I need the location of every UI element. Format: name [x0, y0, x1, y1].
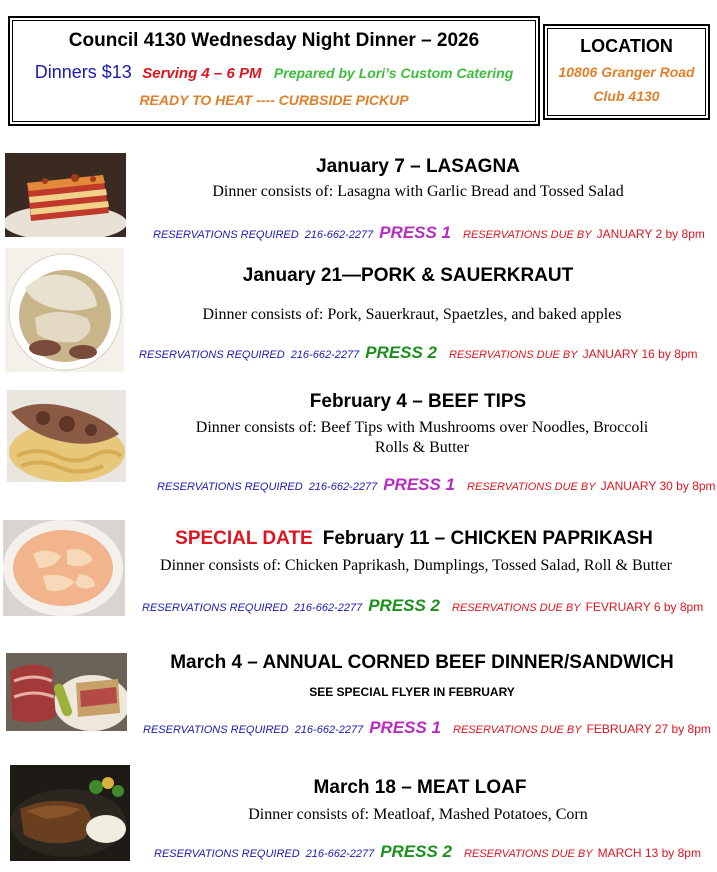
- beef-tips-photo: [7, 390, 126, 482]
- due-date: FEBRUARY 27 by 8pm: [586, 722, 711, 736]
- event-description: [122, 418, 717, 458]
- press-option: PRESS 2: [380, 842, 453, 861]
- event-title-pork-sauerkraut: January 21—PORK & SAUERKRAUT: [242, 265, 574, 286]
- reservation-line: [154, 842, 701, 862]
- reservation-line: [139, 343, 698, 363]
- corned-beef-photo: [6, 653, 127, 731]
- reservation-label: RESERVATIONS REQUIRED: [142, 602, 288, 614]
- reservation-line: [153, 223, 705, 243]
- price-text: Dinners $13: [34, 62, 132, 82]
- phone-number: 216-662-2277: [294, 724, 364, 736]
- press-option: PRESS 1: [369, 718, 442, 737]
- flyer-title: Council 4130 Wednesday Night Dinner – 2026: [68, 30, 480, 51]
- event-description-line: Dinner consists of: Beef Tips with Mushrooms over Noodles, Broccoli: [195, 419, 649, 436]
- phone-number: 216-662-2277: [304, 229, 374, 241]
- due-date: FEVRUARY 6 by 8pm: [585, 600, 704, 614]
- serving-time-text: Serving 4 – 6 PM: [142, 65, 262, 82]
- header-box: [8, 16, 540, 126]
- reservation-line: [157, 475, 716, 495]
- press-option: PRESS 2: [368, 596, 441, 615]
- location-title: LOCATION: [580, 36, 673, 56]
- location-box: [543, 24, 710, 120]
- due-date: MARCH 13 by 8pm: [597, 846, 701, 860]
- event-description-line: Rolls & Butter: [374, 439, 470, 456]
- event-title-chicken-paprikash: [130, 528, 698, 550]
- reservation-line: [143, 718, 711, 738]
- flyer-note: SEE SPECIAL FLYER IN FEBRUARY: [309, 685, 515, 699]
- event-description: Dinner consists of: Meatloaf, Mashed Potatoes, Corn: [248, 806, 588, 823]
- reservation-line: [142, 596, 703, 616]
- lasagna-photo: [5, 153, 126, 237]
- due-label: RESERVATIONS DUE BY: [453, 724, 582, 736]
- reservation-label: RESERVATIONS REQUIRED: [154, 848, 300, 860]
- press-option: PRESS 2: [365, 343, 438, 362]
- location-address: 10806 Granger Road: [558, 64, 695, 80]
- header-info-line: [10, 62, 538, 83]
- caterer-text: Prepared by Lori’s Custom Catering: [273, 65, 514, 81]
- phone-number: 216-662-2277: [293, 602, 363, 614]
- pickup-text: READY TO HEAT ---- CURBSIDE PICKUP: [139, 92, 409, 108]
- due-label: RESERVATIONS DUE BY: [463, 229, 592, 241]
- reservation-label: RESERVATIONS REQUIRED: [139, 349, 285, 361]
- due-date: JANUARY 30 by 8pm: [600, 479, 716, 493]
- due-label: RESERVATIONS DUE BY: [464, 848, 593, 860]
- event-title-meat-loaf: March 18 – MEAT LOAF: [313, 777, 527, 798]
- event-description: Dinner consists of: Lasagna with Garlic Bread and Tossed Salad: [212, 183, 624, 200]
- reservation-label: RESERVATIONS REQUIRED: [143, 724, 289, 736]
- due-label: RESERVATIONS DUE BY: [467, 481, 596, 493]
- press-option: PRESS 1: [383, 475, 456, 494]
- reservation-label: RESERVATIONS REQUIRED: [153, 229, 299, 241]
- phone-number: 216-662-2277: [290, 349, 360, 361]
- due-label: RESERVATIONS DUE BY: [449, 349, 578, 361]
- event-title-lasagna: January 7 – LASAGNA: [316, 156, 520, 177]
- event-description: Dinner consists of: Chicken Paprikash, Dumplings, Tossed Salad, Roll & Butter: [160, 557, 672, 574]
- event-title-text: February 11 – CHICKEN PAPRIKASH: [322, 528, 653, 549]
- press-option: PRESS 1: [379, 223, 452, 242]
- reservation-label: RESERVATIONS REQUIRED: [157, 481, 303, 493]
- event-description: Dinner consists of: Pork, Sauerkraut, Spaetzles, and baked apples: [202, 306, 622, 323]
- chicken-paprikash-photo: [3, 520, 125, 616]
- location-club: Club 4130: [593, 88, 660, 104]
- pork-sauerkraut-photo: [5, 248, 124, 372]
- event-title-corned-beef: March 4 – ANNUAL CORNED BEEF DINNER/SANDWICH: [170, 652, 674, 673]
- due-label: RESERVATIONS DUE BY: [452, 602, 581, 614]
- special-date-label: SPECIAL DATE: [175, 528, 313, 549]
- due-date: JANUARY 16 by 8pm: [582, 347, 698, 361]
- event-title-beef-tips: February 4 – BEEF TIPS: [309, 391, 527, 412]
- meat-loaf-photo: [10, 765, 130, 861]
- phone-number: 216-662-2277: [308, 481, 378, 493]
- due-date: JANUARY 2 by 8pm: [596, 227, 705, 241]
- phone-number: 216-662-2277: [305, 848, 375, 860]
